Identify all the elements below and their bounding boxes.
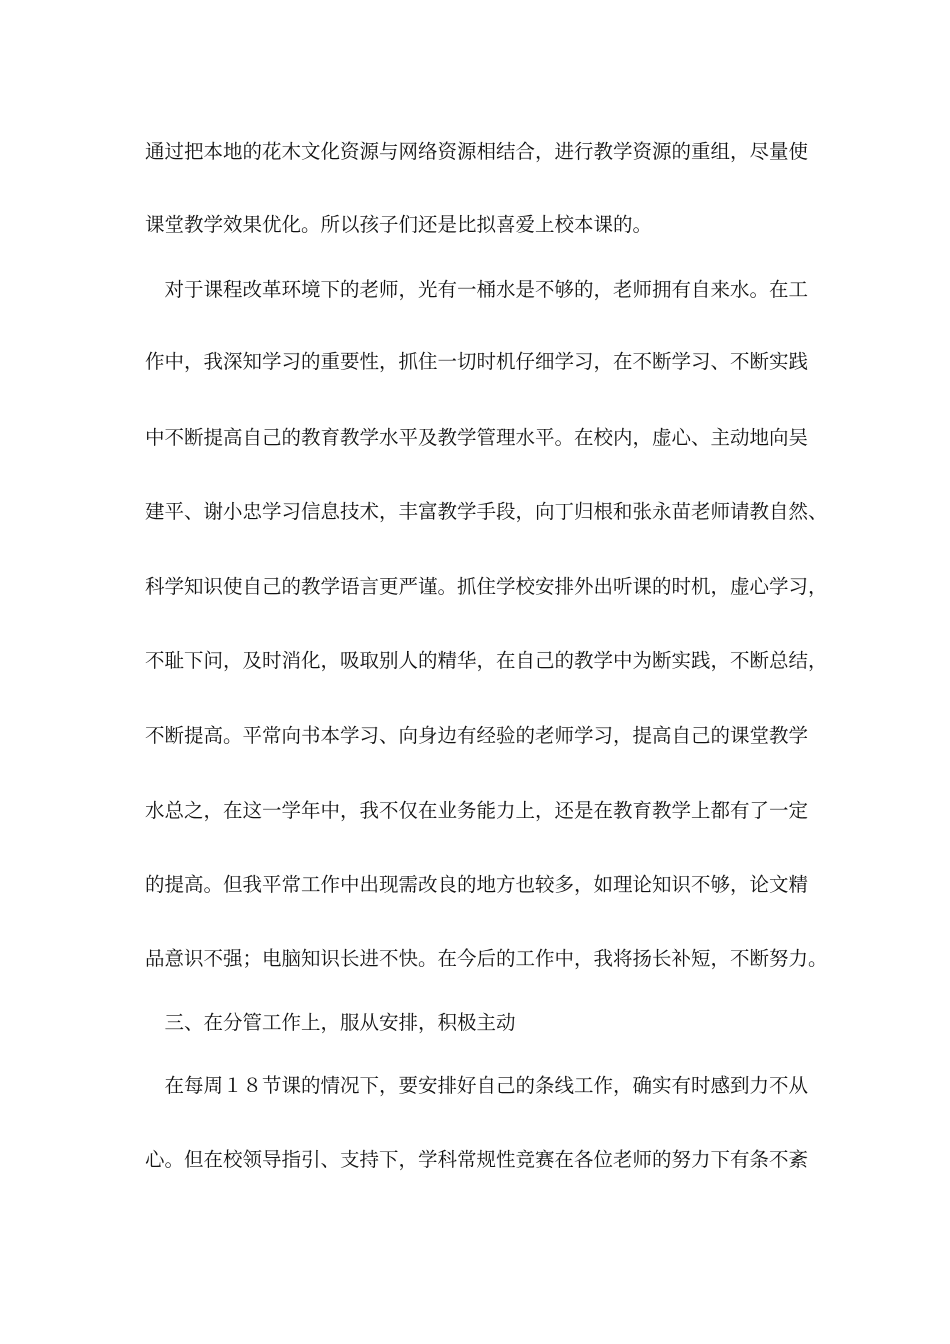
text-line: 水总之，在这一学年中，我不仅在业务能力上，还是在教育教学上都有了一定 <box>145 799 809 822</box>
text-line: 不耻下问，及时消化，吸取别人的精华，在自己的教学中为断实践，不断总结， <box>145 649 828 672</box>
text-line: 作中，我深知学习的重要性，抓住一切时机仔细学习，在不断学习、不断实践 <box>145 350 809 373</box>
text-line: 不断提高。平常向书本学习、向身边有经验的老师学习，提高自己的课堂教学 <box>145 724 809 747</box>
text-line: 对于课程改革环境下的老师，光有一桶水是不够的，老师拥有自来水。在工 <box>145 278 809 301</box>
text-line: 建平、谢小忠学习信息技术，丰富教学手段，向丁归根和张永苗老师请教自然、 <box>145 500 828 523</box>
text-line: 科学知识使自己的教学语言更严谨。抓住学校安排外出听课的时机，虚心学习， <box>145 575 828 598</box>
text-line: 品意识不强；电脑知识长进不快。在今后的工作中，我将扬长补短，不断努力。 <box>145 947 828 970</box>
text-line: 在每周１８节课的情况下，要安排好自己的条线工作，确实有时感到力不从 <box>145 1074 809 1097</box>
text-line: 的提高。但我平常工作中出现需改良的地方也较多，如理论知识不够，论文精 <box>145 873 809 896</box>
text-line: 通过把本地的花木文化资源与网络资源相结合，进行教学资源的重组，尽量使 <box>145 140 809 163</box>
text-line: 心。但在校领导指引、支持下，学科常规性竞赛在各位老师的努力下有条不紊 <box>145 1148 809 1171</box>
section-heading: 三、在分管工作上，服从安排，积极主动 <box>145 1011 516 1034</box>
text-line: 中不断提高自己的教育教学水平及教学管理水平。在校内，虚心、主动地向吴 <box>145 426 809 449</box>
text-line: 课堂教学效果优化。所以孩子们还是比拟喜爱上校本课的。 <box>145 213 653 236</box>
